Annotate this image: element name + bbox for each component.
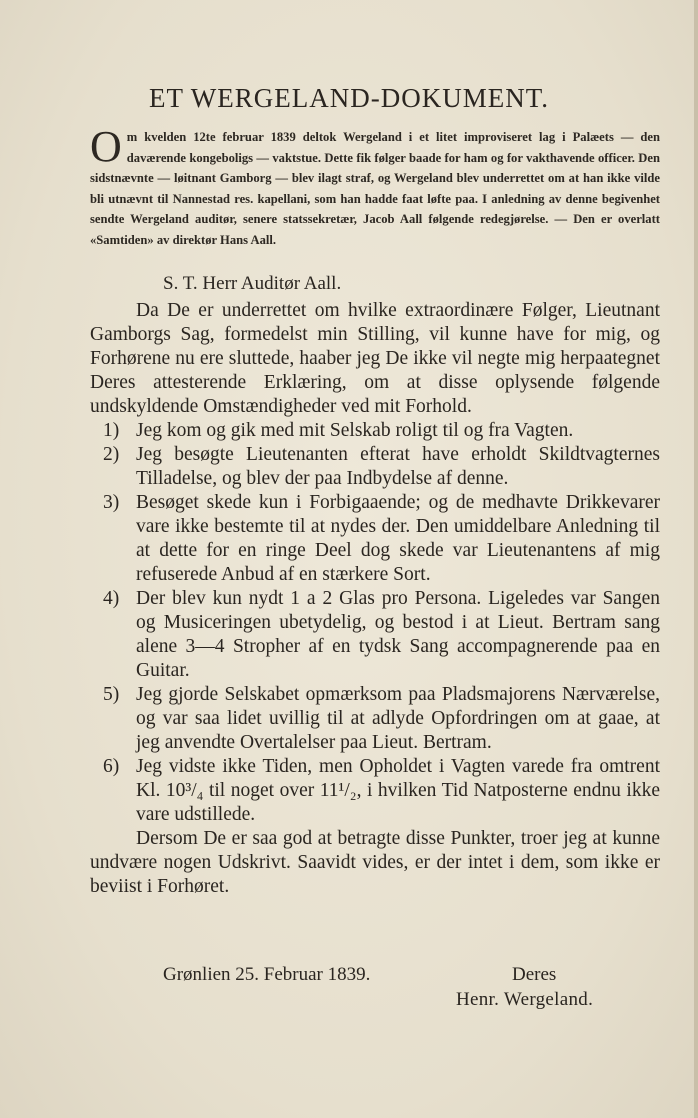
points-list: [90, 419, 660, 827]
point-text: Der blev kun nydt 1 a 2 Glas pro Persona. Ligeledes var Sangen og Musiceringen ubetydelig, og bestod i at Lieut. Bertram sang alene 3—4 Stropher af en tydsk Sang accompagnerende paa en Guitar.: [136, 588, 660, 681]
drop-cap: O: [90, 122, 122, 171]
point-number: 3): [103, 492, 120, 513]
point-text: Jeg kom og gik med mit Selskab roligt til og fra Vagten.: [136, 420, 574, 441]
list-item: [90, 683, 660, 755]
point-number: 1): [103, 420, 120, 441]
point-number: 2): [103, 444, 120, 465]
list-item: [90, 419, 660, 443]
intro-paragraph: [90, 122, 660, 251]
list-item: [90, 755, 660, 827]
letter-opening: Da De er underrettet om hvilke extraordinære Følger, Lieutnant Gamborgs Sag, formedelst min Stilling, vil kunne have for mig, og Forhørene nu ere sluttede, haaber jeg De ikke vil negte mig herpaategnet Deres attesterende Erklæring, om at disse oplysende følgende undskyldende Omstændigheder ved mit Forhold.: [90, 300, 660, 417]
place-date: Grønlien 25. Februar 1839.: [163, 964, 371, 985]
signature: Henr. Wergeland.: [456, 989, 594, 1010]
point-number: 6): [103, 756, 120, 777]
point-number: 5): [103, 684, 120, 705]
valediction: Deres: [512, 964, 557, 985]
point-text: Besøget skede kun i Forbigaaende; og de medhavte Drikkevarer vare ikke bestemte til at nydes der. Den umiddelbare Anledning til at dette for en ringe Deel dog skede var Lieutenantens af mig refuserede Anbud af en stærkere Sort.: [136, 492, 660, 585]
point-text: Jeg gjorde Selskabet opmærksom paa Pladsmajorens Nærværelse, og var saa lidet uvillig til at adlyde Opfordringen om at gaae, at jeg anvendte Overtalelser paa Lieut. Bertram.: [136, 684, 660, 753]
document-title: ET WERGELAND-DOKUMENT.: [149, 83, 549, 113]
list-item: [90, 443, 660, 491]
letter-body: [90, 299, 660, 899]
point-number: 4): [103, 588, 120, 609]
list-item: [90, 491, 660, 587]
point-text: Jeg besøgte Lieutenanten efterat have erholdt Skildtvagternes Tilladelse, og blev der paa Indbydelse af denne.: [136, 444, 660, 489]
page-edge: [694, 0, 698, 1118]
intro-text: m kvelden 12te februar 1839 deltok Wergeland i et litet improviseret lag i Palæets — den daværende kongeboligs — vaktstue. Dette fik følger baade for ham og for vakthavende officer. Den sidstnævnte — løitnant Gamborg — blev ilagt straf, og Wergeland blev underrettet om at han ikke vilde bli utnævnt til Nannestad res. kapellani, som han hadde faat løfte paa. I anledning av denne begivenhet sendte Wergeland auditør, senere statssekretær, Jacob Aall følgende redegjørelse. — Den er overlatt «Samtiden» av direktør Hans Aall.: [90, 130, 660, 247]
letter-salutation: S. T. Herr Auditør Aall.: [163, 273, 342, 294]
point-text: Jeg vidste ikke Tiden, men Opholdet i Vagten varede fra omtrent Kl. 10³/₄ til noget over 11¹/₂, i hvilken Tid Natposterne endnu ikke vare udstillede.: [136, 756, 660, 825]
list-item: [90, 587, 660, 683]
letter-closing: Dersom De er saa god at betragte disse Punkter, troer jeg at kunne undvære nogen Udskrivt. Saavidt vides, er der intet i dem, som ikke er beviist i Forhøret.: [90, 828, 660, 897]
